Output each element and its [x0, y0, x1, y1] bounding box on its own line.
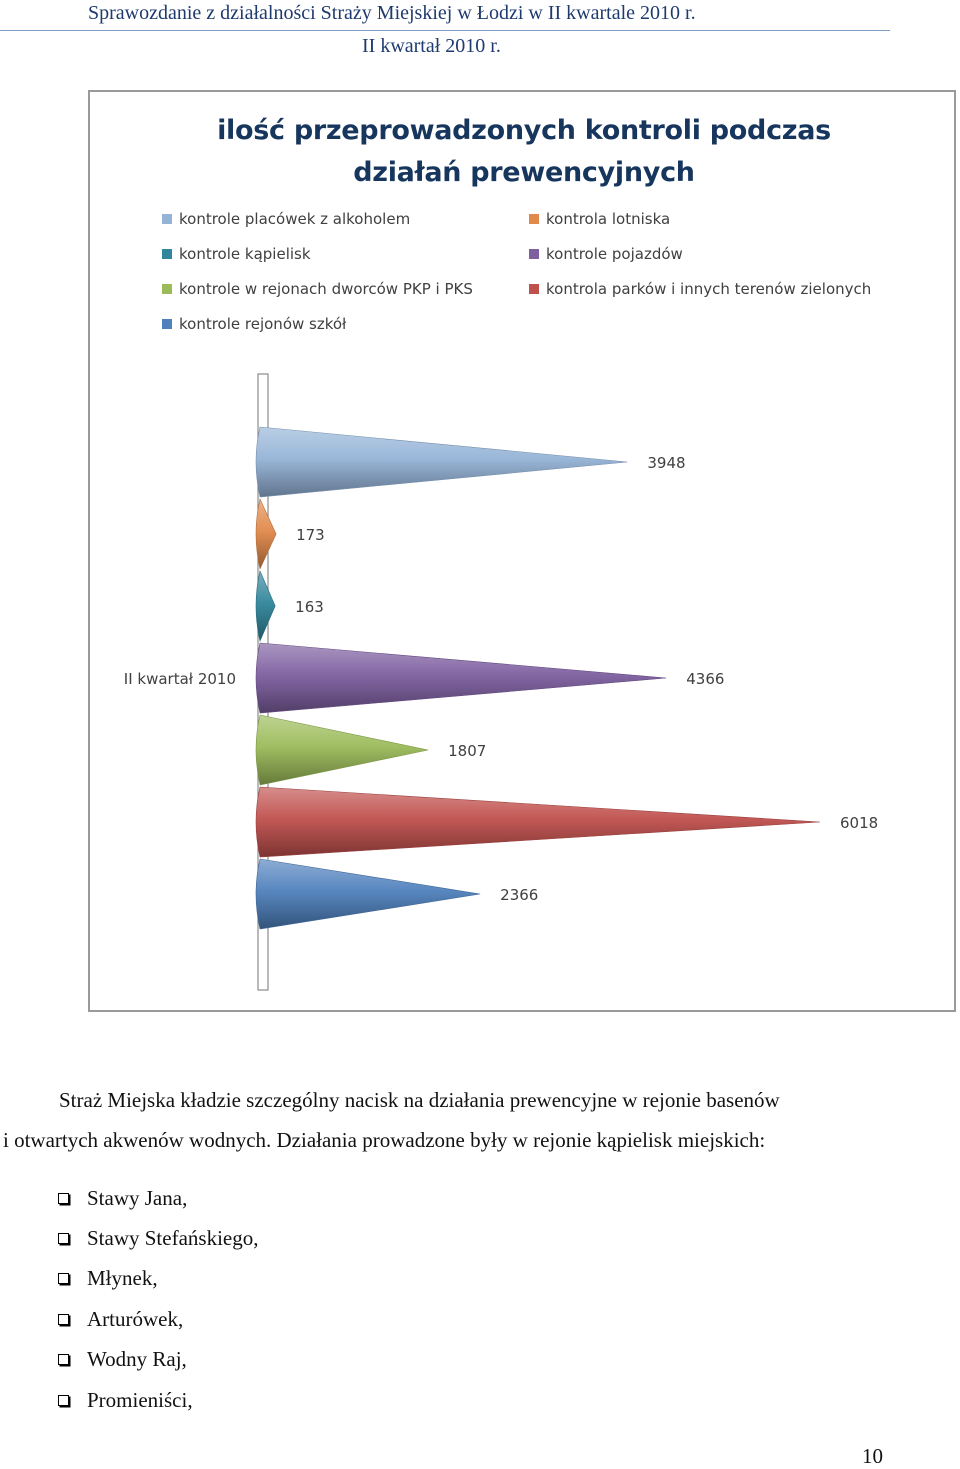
paragraph-line-1: Straż Miejska kładzie szczególny nacisk na działania prewencyjne w rejonie basenów — [59, 1088, 780, 1112]
chart-title — [90, 110, 958, 194]
paragraph-line-2: i otwartych akwenów wodnych. Działania prowadzone były w rejonie kąpielisk miejskich: — [3, 1128, 766, 1152]
data-label-series-5: 6018 — [840, 814, 879, 832]
header-title: Sprawozdanie z działalności Straży Miejskiej w Łodzi w II kwartale 2010 r. — [88, 2, 696, 24]
checkbox-bullet-icon — [58, 1354, 69, 1365]
list-item — [58, 1259, 258, 1299]
list-item-text: Wodny Raj, — [87, 1347, 187, 1372]
list-item — [58, 1299, 258, 1339]
bar-series-6 — [256, 859, 480, 929]
list-item-text: Stawy Stefańskiego, — [87, 1226, 259, 1251]
checkbox-bullet-icon — [58, 1314, 69, 1325]
data-label-series-1: 173 — [296, 526, 325, 544]
list-item-text: Stawy Jana, — [87, 1185, 188, 1210]
bar-series-3 — [256, 643, 666, 713]
list-item-text: Młynek, — [87, 1266, 158, 1291]
legend-item — [162, 245, 311, 263]
data-label-series-3: 4366 — [686, 670, 725, 688]
data-label-series-6: 2366 — [500, 886, 539, 904]
list-item — [58, 1218, 258, 1258]
legend-item — [529, 245, 683, 263]
checkbox-bullet-icon — [58, 1233, 69, 1244]
list-item — [58, 1340, 258, 1380]
legend-label: kontrole kąpielisk — [179, 245, 311, 263]
checkbox-bullet-icon — [58, 1273, 69, 1284]
list-item — [58, 1178, 258, 1218]
legend-label: kontrola lotniska — [546, 210, 671, 228]
bar-series-5 — [256, 787, 820, 857]
legend-item — [162, 280, 473, 298]
legend-swatch — [162, 249, 172, 259]
data-label-series-2: 163 — [295, 598, 324, 616]
category-label: II kwartał 2010 — [123, 670, 236, 688]
checkbox-bullet-icon — [58, 1395, 69, 1406]
chart-plot — [90, 92, 954, 1010]
bathing-areas-list — [58, 1178, 258, 1420]
legend-swatch — [529, 249, 539, 259]
body-paragraph — [3, 1080, 903, 1160]
legend-swatch — [162, 284, 172, 294]
bar-series-4 — [256, 715, 428, 785]
legend-label: kontrole placówek z alkoholem — [179, 210, 411, 228]
legend-swatch — [162, 319, 172, 329]
chart-title-line1: ilość przeprowadzonych kontroli podczas — [217, 115, 831, 146]
chart-frame — [88, 90, 956, 1012]
header-subtitle: II kwartał 2010 r. — [362, 35, 501, 57]
chart-title-line2: działań prewencyjnych — [353, 157, 695, 188]
legend-swatch — [162, 214, 172, 224]
list-item-text: Arturówek, — [87, 1306, 184, 1331]
data-label-series-4: 1807 — [448, 742, 487, 760]
legend-item — [162, 210, 410, 228]
checkbox-bullet-icon — [58, 1193, 69, 1204]
legend-item — [529, 280, 871, 298]
list-item-text: Promieniści, — [87, 1387, 193, 1412]
legend-swatch — [529, 284, 539, 294]
legend-item — [529, 210, 670, 228]
header-rule — [0, 30, 890, 31]
legend-label: kontrole w rejonach dworców PKP i PKS — [179, 280, 473, 298]
legend-label: kontrole pojazdów — [546, 245, 683, 263]
legend-swatch — [529, 214, 539, 224]
data-label-series-0: 3948 — [647, 454, 686, 472]
legend-item — [162, 315, 346, 333]
bar-series-0 — [256, 427, 627, 497]
legend-label: kontrola parków i innych terenów zielonych — [546, 280, 872, 298]
legend-label: kontrole rejonów szkół — [179, 315, 347, 333]
page-number: 10 — [862, 1444, 883, 1468]
list-item — [58, 1380, 258, 1420]
